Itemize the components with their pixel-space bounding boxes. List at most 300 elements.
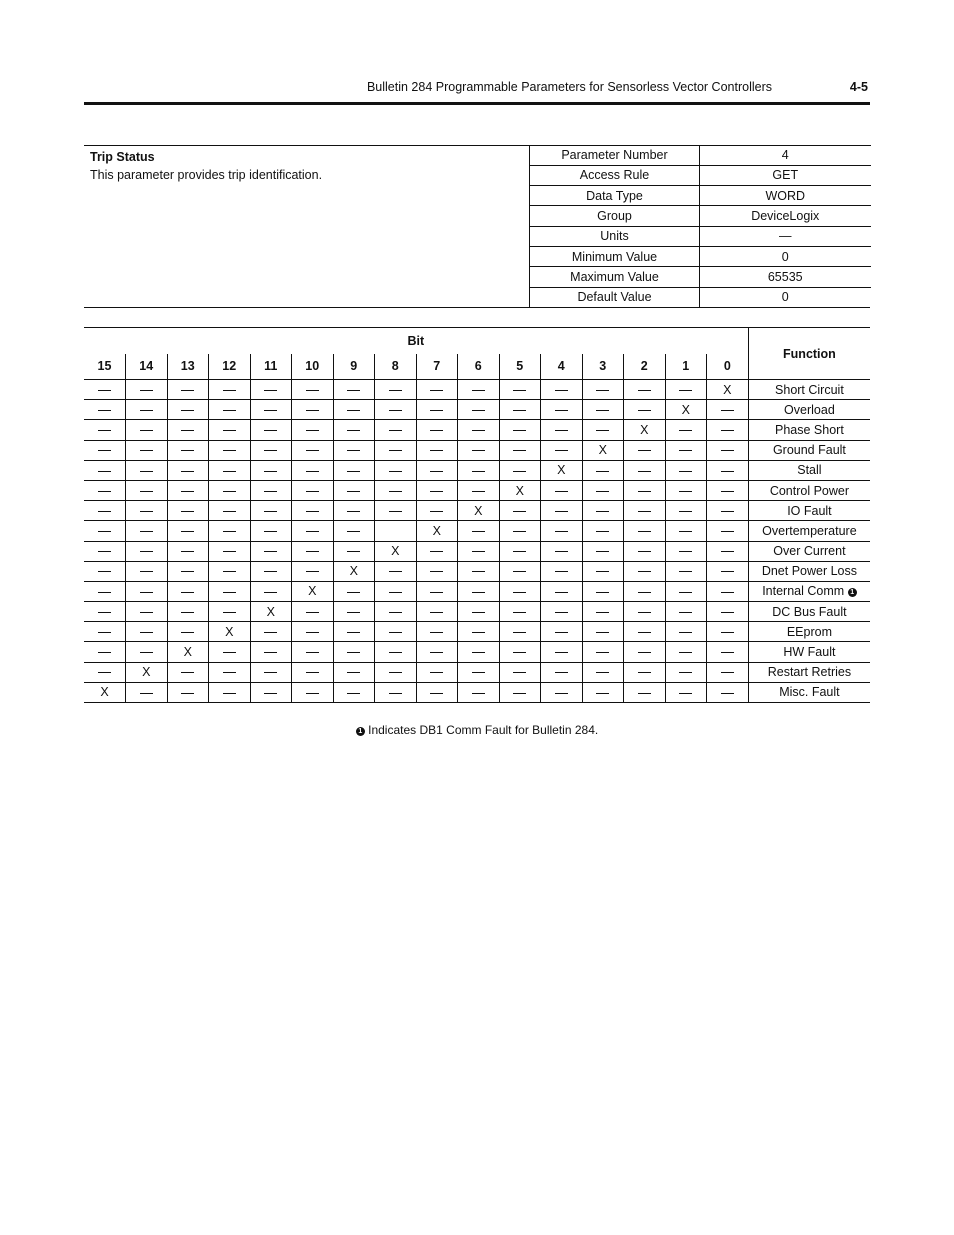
bit-clear-cell [126, 682, 168, 702]
bit-clear-cell [84, 420, 126, 440]
dash-icon [181, 471, 194, 472]
bit-clear-cell [126, 501, 168, 521]
dash-icon [596, 531, 609, 532]
dash-icon [721, 430, 734, 431]
bit-clear-cell [665, 380, 707, 400]
function-header: Function [748, 328, 870, 380]
bit-clear-cell [375, 440, 417, 460]
bit-clear-cell [167, 420, 209, 440]
bit-clear-cell [375, 501, 417, 521]
function-cell [748, 501, 870, 521]
dash-icon [679, 571, 692, 572]
bit-set-mark: X [292, 581, 334, 601]
function-label: Restart Retries [767, 665, 852, 680]
bit-clear-cell [333, 501, 375, 521]
bit-set-mark: X [209, 622, 251, 642]
bit-clear-cell [375, 602, 417, 622]
bit-clear-cell [292, 460, 334, 480]
dash-icon [223, 531, 236, 532]
dash-icon [638, 652, 651, 653]
dash-icon [181, 551, 194, 552]
bit-clear-cell [292, 521, 334, 541]
bit-clear-cell [375, 400, 417, 420]
bit-clear-cell [458, 682, 500, 702]
function-label: Ground Fault [772, 443, 846, 458]
dash-icon [596, 551, 609, 552]
dash-icon [679, 450, 692, 451]
bit-clear-cell [416, 480, 458, 500]
dash-icon [430, 450, 443, 451]
dash-icon [306, 511, 319, 512]
bit-clear-cell [209, 561, 251, 581]
bit-clear-cell [416, 460, 458, 480]
bit-number-7: 7 [416, 354, 458, 380]
dash-icon [555, 410, 568, 411]
bit-clear-cell [416, 602, 458, 622]
function-label: Control Power [769, 483, 850, 498]
bit-clear-cell [84, 642, 126, 662]
dash-icon [513, 511, 526, 512]
bit-clear-cell [126, 480, 168, 500]
dash-icon [140, 531, 153, 532]
function-cell [748, 602, 870, 622]
dash-icon [596, 592, 609, 593]
function-label: Stall [797, 463, 822, 478]
bit-clear-cell [499, 380, 541, 400]
bit-clear-cell [250, 521, 292, 541]
bit-clear-cell [624, 460, 666, 480]
bit-clear-cell [126, 460, 168, 480]
dash-icon [430, 652, 443, 653]
table-row [84, 662, 870, 682]
dash-icon [513, 592, 526, 593]
bit-clear-cell [707, 400, 749, 420]
bit-clear-cell [333, 642, 375, 662]
function-cell [748, 581, 870, 601]
dash-icon [98, 551, 111, 552]
dash-icon [430, 592, 443, 593]
bit-clear-cell [126, 521, 168, 541]
bit-number-13: 13 [167, 354, 209, 380]
bit-clear-cell [250, 561, 292, 581]
bit-set-mark: X [167, 642, 209, 662]
bit-clear-cell [209, 380, 251, 400]
function-cell [748, 420, 870, 440]
dash-icon [306, 652, 319, 653]
bit-clear-cell [458, 642, 500, 662]
dash-icon [389, 491, 402, 492]
bit-clear-cell [707, 581, 749, 601]
dash-icon [223, 511, 236, 512]
table-row [84, 480, 870, 500]
dash-icon [430, 551, 443, 552]
dash-icon [555, 693, 568, 694]
dash-icon [513, 430, 526, 431]
dash-icon [98, 390, 111, 391]
dash-icon [223, 430, 236, 431]
dash-icon [389, 390, 402, 391]
dash-icon [472, 632, 485, 633]
bit-clear-cell [541, 602, 583, 622]
bit-clear-cell [167, 541, 209, 561]
bit-clear-cell [541, 380, 583, 400]
bit-clear-cell [250, 380, 292, 400]
bit-clear-cell [707, 662, 749, 682]
dash-icon [596, 571, 609, 572]
property-label: Parameter Number [530, 145, 700, 165]
dash-icon [638, 531, 651, 532]
table-row [84, 380, 870, 400]
bit-clear-cell [416, 561, 458, 581]
bit-clear-cell [541, 420, 583, 440]
bit-clear-cell [707, 440, 749, 460]
bit-clear-cell [126, 581, 168, 601]
dash-icon [679, 531, 692, 532]
bit-clear-cell [665, 501, 707, 521]
bit-clear-cell [582, 460, 624, 480]
bit-set-mark: X [541, 460, 583, 480]
dash-icon [513, 531, 526, 532]
bit-clear-cell [582, 642, 624, 662]
page-number: 4-5 [849, 80, 868, 94]
dash-icon [140, 612, 153, 613]
dash-icon [638, 450, 651, 451]
bit-clear-cell [84, 662, 126, 682]
dash-icon [596, 491, 609, 492]
dash-icon [306, 551, 319, 552]
dash-icon [472, 612, 485, 613]
table-row [84, 622, 870, 642]
dash-icon [430, 491, 443, 492]
bit-clear-cell [250, 440, 292, 460]
bit-clear-cell [167, 602, 209, 622]
bit-clear-cell [499, 581, 541, 601]
dash-icon [181, 410, 194, 411]
bit-clear-cell [167, 501, 209, 521]
dash-icon [140, 592, 153, 593]
bit-clear-cell [333, 420, 375, 440]
dash-icon [472, 430, 485, 431]
bit-clear-cell [292, 682, 334, 702]
bit-clear-cell [126, 400, 168, 420]
footnote-text: Indicates DB1 Comm Fault for Bulletin 284. [368, 723, 599, 737]
bit-clear-cell [250, 420, 292, 440]
dash-icon [181, 632, 194, 633]
bit-clear-cell [209, 642, 251, 662]
bit-clear-cell [167, 460, 209, 480]
dash-icon [721, 531, 734, 532]
bit-clear-cell [624, 380, 666, 400]
bit-clear-cell [167, 622, 209, 642]
dash-icon [181, 450, 194, 451]
bit-clear-cell [707, 602, 749, 622]
dash-icon [638, 471, 651, 472]
dash-icon [472, 652, 485, 653]
dash-icon [596, 410, 609, 411]
dash-icon [264, 531, 277, 532]
bit-clear-cell [250, 622, 292, 642]
bit-clear-cell [416, 642, 458, 662]
function-cell [748, 480, 870, 500]
dash-icon [472, 693, 485, 694]
dash-icon [596, 693, 609, 694]
bit-clear-cell [665, 521, 707, 541]
property-label: Minimum Value [530, 246, 700, 266]
bit-clear-cell [126, 561, 168, 581]
parameter-properties-table [529, 145, 871, 307]
dash-icon [638, 571, 651, 572]
dash-icon [347, 612, 360, 613]
dash-icon [389, 410, 402, 411]
dash-icon [721, 551, 734, 552]
dash-icon [140, 491, 153, 492]
dash-icon [430, 511, 443, 512]
dash-icon [140, 511, 153, 512]
dash-icon [140, 430, 153, 431]
bit-clear-cell [333, 581, 375, 601]
bit-clear-cell [333, 521, 375, 541]
dash-icon [389, 632, 402, 633]
bit-clear-cell [416, 682, 458, 702]
bit-clear-cell [84, 440, 126, 460]
bit-clear-cell [250, 541, 292, 561]
dash-icon [264, 491, 277, 492]
function-cell [748, 682, 870, 702]
bit-clear-cell [375, 480, 417, 500]
dash-icon [721, 672, 734, 673]
bit-clear-cell [333, 460, 375, 480]
bit-clear-cell [126, 380, 168, 400]
dash-icon [98, 652, 111, 653]
bit-clear-cell [707, 642, 749, 662]
dash-icon [430, 471, 443, 472]
dash-icon [181, 390, 194, 391]
bit-clear-cell [250, 662, 292, 682]
bit-set-mark: X [84, 682, 126, 702]
table-row [84, 602, 870, 622]
bit-clear-cell [333, 682, 375, 702]
dash-icon [721, 592, 734, 593]
dash-icon [347, 531, 360, 532]
table-row [84, 400, 870, 420]
bit-clear-cell [624, 440, 666, 460]
bit-clear-cell [458, 440, 500, 460]
bit-clear-cell [416, 440, 458, 460]
dash-icon [306, 632, 319, 633]
dash-icon [389, 571, 402, 572]
bit-set-mark: X [458, 501, 500, 521]
dash-icon [264, 430, 277, 431]
bit-set-mark: X [126, 662, 168, 682]
bit-set-mark: X [624, 420, 666, 440]
dash-icon [679, 491, 692, 492]
bit-clear-cell [665, 440, 707, 460]
dash-icon [679, 652, 692, 653]
dash-icon [98, 450, 111, 451]
bit-clear-cell [416, 581, 458, 601]
dash-icon [306, 471, 319, 472]
dash-icon [472, 571, 485, 572]
table-row [84, 541, 870, 561]
parameter-property-row [530, 226, 871, 246]
bit-clear-cell [582, 420, 624, 440]
bit-clear-cell [333, 400, 375, 420]
bit-clear-cell [707, 521, 749, 541]
dash-icon [679, 430, 692, 431]
bit-clear-cell [499, 501, 541, 521]
bit-clear-cell [707, 682, 749, 702]
bit-clear-cell [84, 480, 126, 500]
bit-clear-cell [582, 400, 624, 420]
bit-clear-cell [458, 541, 500, 561]
dash-icon [513, 693, 526, 694]
property-value: DeviceLogix [700, 206, 871, 226]
dash-icon [98, 491, 111, 492]
property-label: Access Rule [530, 165, 700, 185]
bit-clear-cell [707, 420, 749, 440]
bit-clear-cell [250, 581, 292, 601]
dash-icon [430, 612, 443, 613]
bit-clear-cell [541, 400, 583, 420]
bit-clear-cell [375, 642, 417, 662]
bit-clear-cell [582, 622, 624, 642]
bit-clear-cell [541, 622, 583, 642]
function-label: Overtemperature [762, 523, 857, 538]
dash-icon [638, 632, 651, 633]
function-cell [748, 541, 870, 561]
bit-clear-cell [582, 541, 624, 561]
bit-clear-cell [541, 662, 583, 682]
bit-set-mark: X [416, 521, 458, 541]
dash-icon [181, 612, 194, 613]
dash-icon [140, 551, 153, 552]
dash-icon [264, 672, 277, 673]
dash-icon [721, 612, 734, 613]
dash-icon [140, 450, 153, 451]
dash-icon [181, 571, 194, 572]
bit-number-2: 2 [624, 354, 666, 380]
dash-icon [679, 471, 692, 472]
property-label: Data Type [530, 186, 700, 206]
dash-icon [98, 672, 111, 673]
property-label: Default Value [530, 287, 700, 307]
bit-clear-cell [126, 622, 168, 642]
bit-clear-cell [84, 380, 126, 400]
bit-clear-cell [375, 622, 417, 642]
dash-icon [721, 693, 734, 694]
bit-clear-cell [665, 602, 707, 622]
dash-icon [679, 672, 692, 673]
bit-clear-cell [126, 642, 168, 662]
dash-icon [555, 652, 568, 653]
function-cell [748, 662, 870, 682]
table-row [84, 642, 870, 662]
dash-icon [679, 612, 692, 613]
dash-icon [98, 511, 111, 512]
footnote-marker-icon: 1 [848, 588, 857, 597]
dash-icon [638, 612, 651, 613]
bit-clear-cell [458, 521, 500, 541]
bit-number-4: 4 [541, 354, 583, 380]
bit-clear-cell [167, 521, 209, 541]
bit-clear-cell [458, 380, 500, 400]
parameter-property-row [530, 165, 871, 185]
bit-clear-cell [250, 400, 292, 420]
bit-clear-cell [458, 622, 500, 642]
dash-icon [347, 450, 360, 451]
bit-clear-cell [499, 642, 541, 662]
dash-icon [555, 592, 568, 593]
dash-icon [98, 531, 111, 532]
bit-clear-cell [250, 682, 292, 702]
dash-icon [555, 672, 568, 673]
dash-icon [721, 471, 734, 472]
bit-clear-cell [582, 480, 624, 500]
dash-icon [596, 612, 609, 613]
dash-icon [555, 531, 568, 532]
property-label: Units [530, 226, 700, 246]
table-row [84, 501, 870, 521]
dash-icon [98, 410, 111, 411]
bit-clear-cell [375, 561, 417, 581]
dash-icon [264, 450, 277, 451]
dash-icon [306, 571, 319, 572]
dash-icon [223, 612, 236, 613]
function-label: EEprom [786, 624, 832, 639]
dash-icon [638, 551, 651, 552]
function-cell [748, 642, 870, 662]
bit-clear-cell [209, 501, 251, 521]
bit-clear-cell [250, 480, 292, 500]
property-value: 0 [700, 246, 871, 266]
bit-clear-cell [84, 622, 126, 642]
bit-clear-cell [541, 561, 583, 581]
bit-clear-cell [167, 561, 209, 581]
bit-clear-cell [582, 380, 624, 400]
dash-icon [638, 390, 651, 391]
bit-clear-cell [126, 440, 168, 460]
dash-icon [140, 693, 153, 694]
dash-icon [513, 471, 526, 472]
bit-clear-cell [292, 480, 334, 500]
dash-icon [347, 390, 360, 391]
dash-icon [513, 450, 526, 451]
property-label: Maximum Value [530, 267, 700, 287]
bit-clear-cell [416, 400, 458, 420]
dash-icon [389, 511, 402, 512]
property-value: GET [700, 165, 871, 185]
property-value: 65535 [700, 267, 871, 287]
dash-icon [306, 430, 319, 431]
bit-clear-cell [541, 642, 583, 662]
dash-icon [721, 491, 734, 492]
bit-clear-cell [209, 400, 251, 420]
bit-blank-cell [375, 521, 417, 541]
dash-icon [264, 571, 277, 572]
bit-clear-cell [126, 602, 168, 622]
bit-clear-cell [126, 420, 168, 440]
bit-clear-cell [333, 622, 375, 642]
bit-clear-cell [499, 662, 541, 682]
bit-clear-cell [665, 622, 707, 642]
bit-clear-cell [126, 541, 168, 561]
bit-number-12: 12 [209, 354, 251, 380]
bit-clear-cell [707, 622, 749, 642]
dash-icon [223, 571, 236, 572]
dash-icon [679, 390, 692, 391]
parameter-property-row [530, 145, 871, 165]
dash-icon [513, 612, 526, 613]
